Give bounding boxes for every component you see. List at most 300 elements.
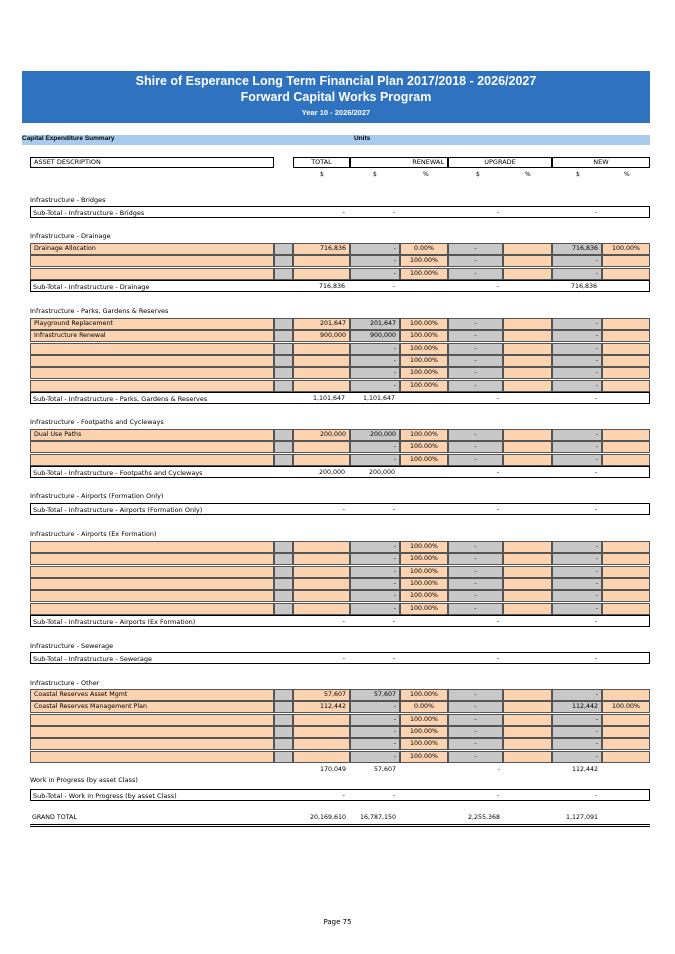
row-upgrade[interactable]: -	[448, 701, 503, 713]
row-total[interactable]: 716,836	[293, 243, 350, 255]
row-upgrade-pct	[503, 441, 552, 453]
row-spacer	[274, 541, 293, 553]
row-renewal-pct[interactable]: 100.00%	[400, 330, 448, 342]
row-new[interactable]: -	[552, 343, 602, 355]
row-upgrade-pct	[503, 343, 552, 355]
subtotal-total: 1,101,647	[312, 394, 345, 402]
row-renewal[interactable]: -	[350, 243, 400, 255]
subtotal-label: Sub-Total - Infrastructure - Parks, Gardens & Reserves	[33, 394, 208, 403]
row-description[interactable]	[30, 590, 274, 602]
row-upgrade[interactable]: -	[448, 714, 503, 726]
row-renewal[interactable]: -	[350, 714, 400, 726]
subtotal-new: -	[594, 505, 597, 513]
subtotal-upg: -	[496, 468, 499, 476]
subtotal-new: -	[594, 654, 597, 662]
row-description[interactable]	[30, 355, 274, 367]
row-total[interactable]	[293, 441, 350, 453]
row-description[interactable]: Infrastructure Renewal	[30, 330, 274, 342]
subtotal-ren: -	[392, 654, 395, 662]
header-total: TOTAL	[293, 157, 350, 168]
row-new[interactable]: -	[552, 578, 602, 590]
row-renewal[interactable]: -	[350, 355, 400, 367]
row-new-pct[interactable]	[602, 454, 650, 466]
row-total[interactable]: 900,000	[293, 330, 350, 342]
row-renewal[interactable]: -	[350, 590, 400, 602]
row-total[interactable]	[293, 268, 350, 280]
row-upgrade[interactable]: -	[448, 751, 503, 763]
row-upgrade-pct	[503, 578, 552, 590]
row-upgrade-pct	[503, 714, 552, 726]
row-description[interactable]: Playground Replacement	[30, 318, 274, 330]
subtotal-new: -	[594, 208, 597, 216]
subtotal-upg: -	[496, 654, 499, 662]
row-description[interactable]	[30, 541, 274, 553]
row-upgrade[interactable]: -	[448, 689, 503, 701]
subtotal-ren: 200,000	[368, 468, 395, 476]
row-new[interactable]: -	[552, 255, 602, 267]
row-spacer	[274, 590, 293, 602]
row-description[interactable]	[30, 553, 274, 565]
row-spacer	[274, 553, 293, 565]
row-total[interactable]	[293, 566, 350, 578]
row-total[interactable]	[293, 380, 350, 392]
row-description[interactable]	[30, 380, 274, 392]
row-renewal-pct[interactable]: 100.00%	[400, 590, 448, 602]
row-upgrade[interactable]: -	[448, 380, 503, 392]
row-renewal[interactable]: -	[350, 603, 400, 615]
grand-total-upgrade: 2,255,368	[467, 813, 500, 821]
section-title: Infrastructure - Footpaths and Cycleways	[30, 418, 164, 426]
row-spacer	[274, 367, 293, 379]
row-upgrade[interactable]: -	[448, 738, 503, 750]
row-new[interactable]: -	[552, 541, 602, 553]
row-renewal[interactable]: -	[350, 268, 400, 280]
row-upgrade-pct	[503, 380, 552, 392]
row-renewal[interactable]: -	[350, 541, 400, 553]
row-spacer	[274, 380, 293, 392]
grand-total-renewal: 16,787,150	[359, 813, 396, 821]
row-spacer	[274, 701, 293, 713]
subtotal-row	[30, 615, 650, 627]
row-upgrade[interactable]: -	[448, 454, 503, 466]
grand-total-label: GRAND TOTAL	[32, 813, 77, 821]
row-total[interactable]	[293, 255, 350, 267]
subtotal-ren: 1,101,647	[362, 394, 395, 402]
subtotal-row	[30, 206, 650, 218]
row-upgrade[interactable]: -	[448, 553, 503, 565]
row-renewal-pct[interactable]: 100.00%	[400, 578, 448, 590]
row-new-pct[interactable]	[602, 566, 650, 578]
row-upgrade-pct	[503, 726, 552, 738]
row-renewal[interactable]: -	[350, 553, 400, 565]
row-description[interactable]	[30, 726, 274, 738]
row-upgrade-pct	[503, 255, 552, 267]
row-description[interactable]	[30, 454, 274, 466]
row-renewal-pct[interactable]: 100.00%	[400, 380, 448, 392]
row-renewal-pct[interactable]: 100.00%	[400, 343, 448, 355]
row-description[interactable]	[30, 578, 274, 590]
row-upgrade-pct	[503, 738, 552, 750]
row-description[interactable]: Drainage Allocation	[30, 243, 274, 255]
row-description[interactable]	[30, 268, 274, 280]
subtotal-total: 200,000	[318, 468, 345, 476]
row-description[interactable]	[30, 255, 274, 267]
row-renewal[interactable]: -	[350, 726, 400, 738]
row-spacer	[274, 751, 293, 763]
units-label: Units	[354, 135, 371, 142]
row-new[interactable]: -	[552, 268, 602, 280]
row-renewal[interactable]: -	[350, 343, 400, 355]
subtotal-upg: -	[496, 617, 499, 625]
row-new[interactable]: -	[552, 738, 602, 750]
row-spacer	[274, 355, 293, 367]
row-upgrade-pct	[503, 318, 552, 330]
subtotal-upg: -	[496, 208, 499, 216]
section-title: Infrastructure - Bridges	[30, 196, 106, 204]
row-renewal-pct[interactable]: 100.00%	[400, 738, 448, 750]
subtotal-row	[30, 503, 650, 515]
row-new[interactable]: -	[552, 441, 602, 453]
row-upgrade[interactable]: -	[448, 367, 503, 379]
row-new[interactable]: -	[552, 714, 602, 726]
row-upgrade[interactable]: -	[448, 578, 503, 590]
row-upgrade[interactable]: -	[448, 343, 503, 355]
row-upgrade-pct	[503, 243, 552, 255]
summary-bar	[22, 135, 650, 145]
row-new-pct[interactable]	[602, 355, 650, 367]
header-renewal: RENEWAL	[350, 157, 448, 168]
subtotal-label: Sub-Total - Infrastructure - Drainage	[33, 282, 150, 291]
row-description[interactable]: Coastal Reserves Asset Mgmt	[30, 689, 274, 701]
row-upgrade-pct	[503, 603, 552, 615]
subtotal-ren: -	[392, 505, 395, 513]
subtotal-row	[30, 392, 650, 404]
report-subtitle: Forward Capital Works Program	[240, 90, 432, 104]
row-total[interactable]	[293, 751, 350, 763]
row-new-pct[interactable]	[602, 590, 650, 602]
row-description[interactable]	[30, 367, 274, 379]
row-renewal-pct[interactable]: 100.00%	[400, 541, 448, 553]
row-spacer	[274, 441, 293, 453]
row-new[interactable]: -	[552, 429, 602, 441]
row-spacer	[274, 454, 293, 466]
row-new-pct[interactable]	[602, 268, 650, 280]
row-new-pct[interactable]	[602, 738, 650, 750]
row-new[interactable]: -	[552, 726, 602, 738]
row-renewal-pct[interactable]: 100.00%	[400, 714, 448, 726]
subtotal-ren: 57,607	[373, 765, 396, 773]
summary-label: Capital Expenditure Summary	[22, 135, 115, 142]
row-renewal[interactable]: -	[350, 255, 400, 267]
row-upgrade-pct	[503, 553, 552, 565]
section-title: Infrastructure - Sewerage	[30, 642, 114, 650]
row-renewal[interactable]: 900,000	[350, 330, 400, 342]
subtotal-new: 112,442	[571, 765, 598, 773]
row-total[interactable]	[293, 355, 350, 367]
row-total[interactable]	[293, 367, 350, 379]
row-upgrade[interactable]: -	[448, 603, 503, 615]
grand-total-row	[30, 812, 650, 827]
subtotal-upg: -	[496, 791, 499, 799]
row-new-pct[interactable]	[602, 255, 650, 267]
row-renewal[interactable]: -	[350, 454, 400, 466]
row-new[interactable]: -	[552, 367, 602, 379]
row-new-pct[interactable]	[602, 578, 650, 590]
row-total[interactable]	[293, 726, 350, 738]
subtotal-row	[30, 280, 650, 292]
subtotal-new: -	[594, 394, 597, 402]
subtotal-upg: -	[497, 765, 500, 773]
subtotal-total: -	[342, 208, 345, 216]
row-spacer	[274, 429, 293, 441]
row-new-pct[interactable]	[602, 689, 650, 701]
row-new-pct[interactable]: 100.00%	[602, 701, 650, 713]
section-title: Infrastructure - Parks, Gardens & Reserves	[30, 307, 169, 315]
row-new[interactable]: -	[552, 380, 602, 392]
row-total[interactable]	[293, 454, 350, 466]
row-renewal[interactable]: 57,607	[350, 689, 400, 701]
row-renewal[interactable]: -	[350, 738, 400, 750]
row-new-pct[interactable]	[602, 714, 650, 726]
row-total[interactable]: 112,442	[293, 701, 350, 713]
row-upgrade-pct	[503, 590, 552, 602]
subtotal-upg: -	[496, 282, 499, 290]
subtotal-label: Sub-Total - Infrastructure - Bridges	[33, 208, 145, 217]
row-total[interactable]	[293, 590, 350, 602]
row-new[interactable]: 112,442	[552, 701, 602, 713]
row-new-pct[interactable]	[602, 441, 650, 453]
row-total[interactable]: 201,647	[293, 318, 350, 330]
subtotal-new: -	[594, 617, 597, 625]
row-total[interactable]: 200,000	[293, 429, 350, 441]
subtotal-label: Sub-Total - Infrastructure - Sewerage	[33, 654, 152, 663]
unit-new: $	[576, 171, 580, 178]
row-total[interactable]	[293, 714, 350, 726]
grand-total-new: 1,127,091	[565, 813, 598, 821]
subtotal-new: -	[594, 468, 597, 476]
unit-upgrade: $	[476, 171, 480, 178]
row-renewal-pct[interactable]: 100.00%	[400, 553, 448, 565]
subtotal-upg: -	[496, 394, 499, 402]
row-upgrade-pct	[503, 367, 552, 379]
title-banner	[22, 71, 650, 123]
row-description[interactable]	[30, 441, 274, 453]
row-upgrade[interactable]: -	[448, 318, 503, 330]
row-total[interactable]	[293, 738, 350, 750]
row-new-pct[interactable]	[602, 603, 650, 615]
row-renewal[interactable]: -	[350, 380, 400, 392]
subtotal-row	[30, 764, 650, 776]
row-renewal-pct[interactable]: 100.00%	[400, 367, 448, 379]
row-renewal-pct[interactable]: 100.00%	[400, 268, 448, 280]
row-upgrade-pct	[503, 330, 552, 342]
row-upgrade[interactable]: -	[448, 541, 503, 553]
row-upgrade[interactable]: -	[448, 255, 503, 267]
subtotal-total: -	[342, 654, 345, 662]
subtotal-new: -	[594, 791, 597, 799]
row-spacer	[274, 689, 293, 701]
row-new-pct[interactable]	[602, 343, 650, 355]
subtotal-label: Sub-Total - Infrastructure - Footpaths and Cycleways	[33, 468, 203, 477]
row-total[interactable]	[293, 603, 350, 615]
row-new-pct[interactable]	[602, 541, 650, 553]
row-upgrade-pct	[503, 566, 552, 578]
row-total[interactable]: 57,607	[293, 689, 350, 701]
row-spacer	[274, 343, 293, 355]
row-upgrade-pct	[503, 454, 552, 466]
row-new[interactable]: -	[552, 603, 602, 615]
subtotal-label: Sub-Total - Infrastructure - Airports (Ex Formation)	[33, 617, 196, 626]
row-new[interactable]: 716,836	[552, 243, 602, 255]
row-upgrade-pct	[503, 355, 552, 367]
unit-upgrade-pct: %	[525, 171, 531, 178]
row-spacer	[274, 603, 293, 615]
row-spacer	[274, 318, 293, 330]
row-description[interactable]	[30, 738, 274, 750]
row-upgrade[interactable]: -	[448, 268, 503, 280]
row-renewal[interactable]: -	[350, 441, 400, 453]
row-upgrade[interactable]: -	[448, 330, 503, 342]
row-renewal-pct[interactable]: 100.00%	[400, 689, 448, 701]
row-renewal[interactable]: 200,000	[350, 429, 400, 441]
row-upgrade-pct	[503, 268, 552, 280]
header-asset-description: ASSET DESCRIPTION	[30, 157, 274, 168]
row-renewal-pct[interactable]: 100.00%	[400, 255, 448, 267]
subtotal-row	[30, 652, 650, 664]
section-title: Infrastructure - Drainage	[30, 232, 111, 240]
row-new[interactable]: -	[552, 689, 602, 701]
row-new-pct[interactable]: 100.00%	[602, 243, 650, 255]
unit-total: $	[320, 171, 324, 178]
unit-renewal: $	[373, 171, 377, 178]
row-renewal-pct[interactable]: 100.00%	[400, 441, 448, 453]
row-upgrade-pct	[503, 429, 552, 441]
subtotal-total: 170,049	[319, 765, 346, 773]
row-renewal-pct[interactable]: 0.00%	[400, 243, 448, 255]
row-total[interactable]	[293, 553, 350, 565]
row-renewal-pct[interactable]: 100.00%	[400, 318, 448, 330]
row-total[interactable]	[293, 343, 350, 355]
row-upgrade[interactable]: -	[448, 566, 503, 578]
row-total[interactable]	[293, 578, 350, 590]
row-description[interactable]	[30, 714, 274, 726]
row-renewal-pct[interactable]: 100.00%	[400, 603, 448, 615]
row-upgrade-pct	[503, 701, 552, 713]
subtotal-ren: -	[392, 282, 395, 290]
row-upgrade[interactable]: -	[448, 726, 503, 738]
row-spacer	[274, 566, 293, 578]
row-description[interactable]: Dual Use Paths	[30, 429, 274, 441]
row-renewal-pct[interactable]: 100.00%	[400, 751, 448, 763]
subtotal-total: -	[342, 617, 345, 625]
row-new-pct[interactable]	[602, 330, 650, 342]
row-renewal[interactable]: -	[350, 701, 400, 713]
row-new[interactable]: -	[552, 751, 602, 763]
row-upgrade[interactable]: -	[448, 429, 503, 441]
row-renewal[interactable]: -	[350, 751, 400, 763]
header-upgrade: UPGRADE	[448, 157, 552, 168]
row-upgrade[interactable]: -	[448, 441, 503, 453]
grand-total-total: 20,169,610	[309, 813, 346, 821]
row-spacer	[274, 255, 293, 267]
row-description[interactable]	[30, 751, 274, 763]
row-spacer	[274, 243, 293, 255]
row-new[interactable]: -	[552, 553, 602, 565]
row-upgrade-pct	[503, 689, 552, 701]
row-renewal[interactable]: -	[350, 566, 400, 578]
row-description[interactable]	[30, 603, 274, 615]
row-spacer	[274, 714, 293, 726]
row-upgrade[interactable]: -	[448, 355, 503, 367]
subtotal-ren: -	[392, 791, 395, 799]
report-year: Year 10 - 2026/2027	[301, 108, 371, 117]
section-title: Infrastructure - Other	[30, 679, 100, 687]
unit-renewal-pct: %	[423, 171, 429, 178]
subtotal-ren: -	[392, 208, 395, 216]
row-new[interactable]: -	[552, 318, 602, 330]
row-new-pct[interactable]	[602, 751, 650, 763]
row-new-pct[interactable]	[602, 367, 650, 379]
subtotal-row	[30, 789, 650, 801]
subtotal-total: -	[342, 791, 345, 799]
row-spacer	[274, 268, 293, 280]
row-new[interactable]: -	[552, 330, 602, 342]
row-new[interactable]: -	[552, 454, 602, 466]
row-renewal[interactable]: -	[350, 578, 400, 590]
section-title: Infrastructure - Airports (Formation Only)	[30, 492, 164, 500]
subtotal-upg: -	[496, 505, 499, 513]
row-renewal[interactable]: 201,647	[350, 318, 400, 330]
row-description[interactable]	[30, 343, 274, 355]
row-renewal-pct[interactable]: 0.00%	[400, 701, 448, 713]
row-renewal-pct[interactable]: 100.00%	[400, 566, 448, 578]
page-number: Page 75	[323, 918, 352, 926]
row-total[interactable]	[293, 541, 350, 553]
subtotal-total: -	[342, 505, 345, 513]
unit-new-pct: %	[624, 171, 630, 178]
row-description[interactable]	[30, 566, 274, 578]
subtotal-total: 716,836	[318, 282, 345, 290]
row-renewal-pct[interactable]: 100.00%	[400, 429, 448, 441]
subtotal-new: 716,836	[570, 282, 597, 290]
row-renewal-pct[interactable]: 100.00%	[400, 726, 448, 738]
subtotal-ren: -	[392, 617, 395, 625]
row-new-pct[interactable]	[602, 726, 650, 738]
row-description[interactable]: Coastal Reserves Management Plan	[30, 701, 274, 713]
row-new-pct[interactable]	[602, 553, 650, 565]
report-title: Shire of Esperance Long Term Financial Plan 2017/2018 - 2026/2027	[135, 74, 537, 88]
subtotal-row	[30, 466, 650, 478]
row-new[interactable]: -	[552, 355, 602, 367]
row-renewal[interactable]: -	[350, 367, 400, 379]
header-new: NEW	[552, 157, 650, 168]
row-new[interactable]: -	[552, 590, 602, 602]
row-new[interactable]: -	[552, 566, 602, 578]
row-renewal-pct[interactable]: 100.00%	[400, 355, 448, 367]
row-spacer	[274, 578, 293, 590]
row-new-pct[interactable]	[602, 318, 650, 330]
row-upgrade-pct	[503, 751, 552, 763]
subtotal-label: Sub-Total - Infrastructure - Airports (Formation Only)	[33, 505, 203, 514]
section-title: Work in Progress (by asset Class)	[30, 776, 138, 784]
row-new-pct[interactable]	[602, 429, 650, 441]
row-new-pct[interactable]	[602, 380, 650, 392]
row-upgrade[interactable]: -	[448, 590, 503, 602]
row-spacer	[274, 738, 293, 750]
row-renewal-pct[interactable]: 100.00%	[400, 454, 448, 466]
row-upgrade[interactable]: -	[448, 243, 503, 255]
row-spacer	[274, 726, 293, 738]
